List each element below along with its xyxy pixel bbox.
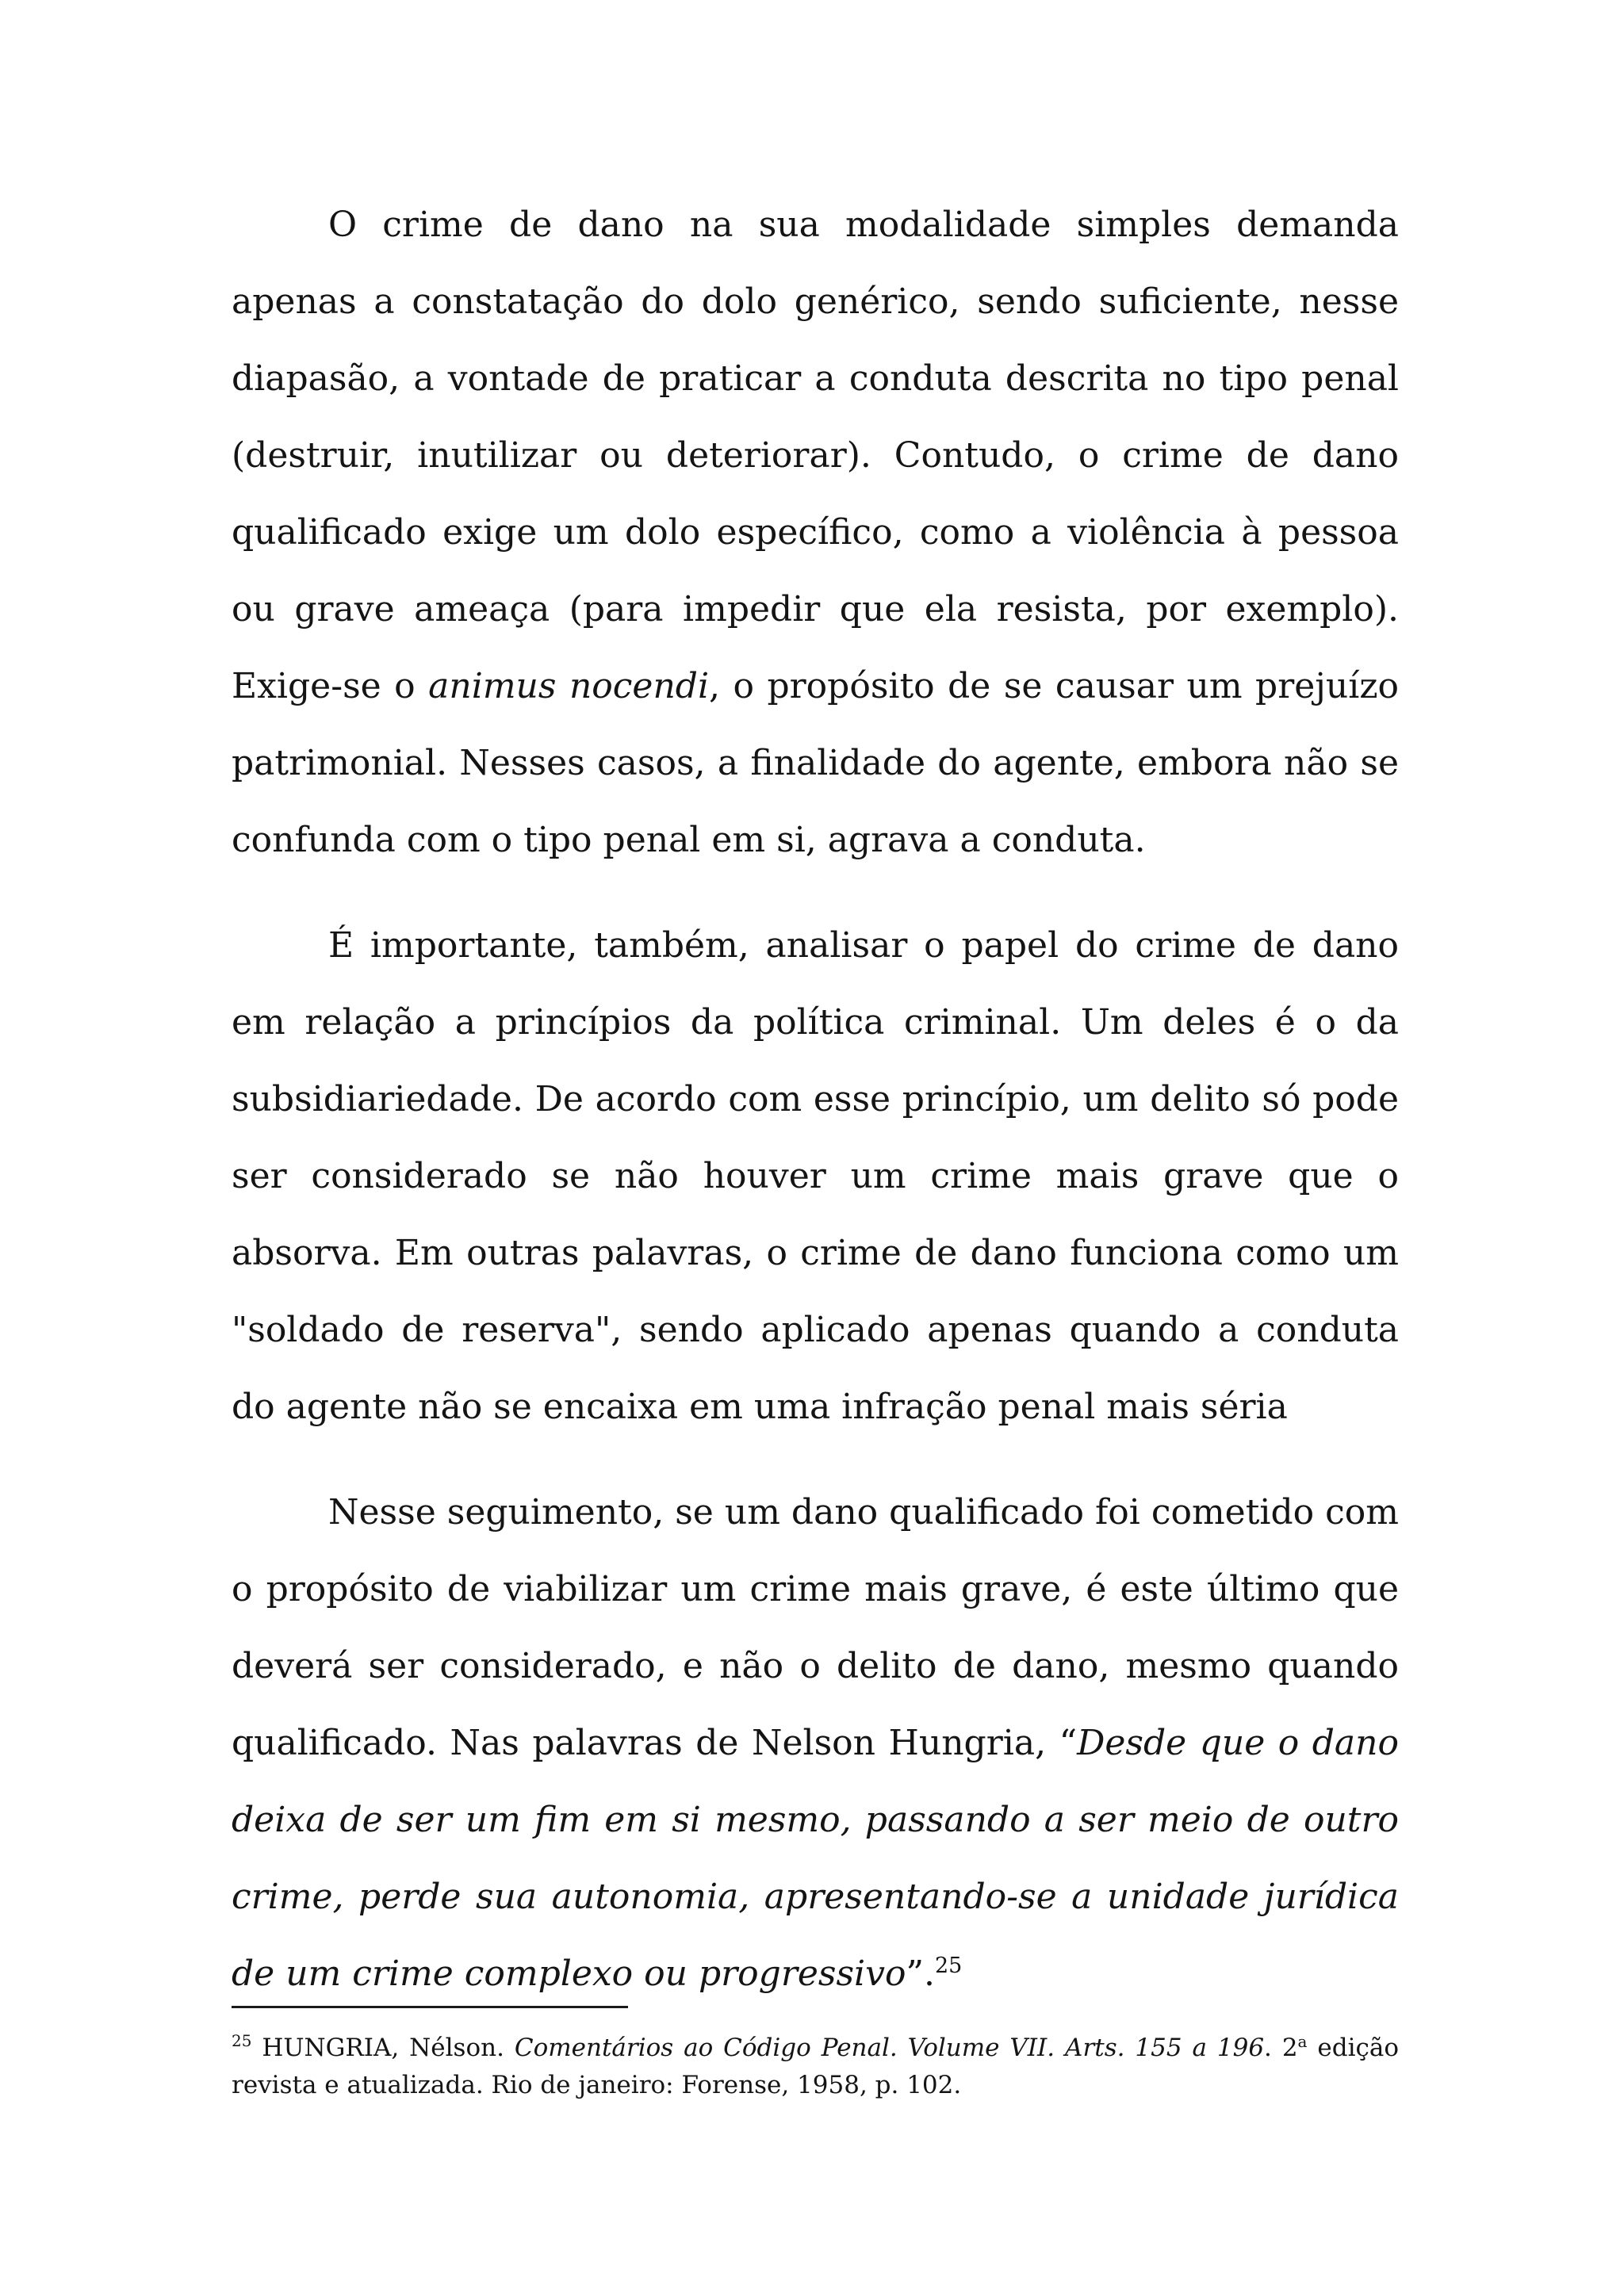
paragraph-1-text-a: O crime de dano na sua modalidade simples demanda apenas a constatação do dolo genérico, sendo suficiente, nesse diapasão, a vontade de praticar a conduta descrita no tipo penal (destruir, inutilizar ou deteriorar). Contudo, o crime de dano qualificado exige um dolo específico, como a violência à pessoa ou grave ameaça (para impedir que ela resista, por exemplo). Exige-se o — [232, 205, 1399, 706]
paragraph-subsidiariedade — [232, 907, 1399, 1445]
footnote-separator — [232, 2006, 628, 2008]
document-body — [232, 186, 1399, 2012]
paragraph-hungria-citation — [232, 1474, 1399, 2012]
footnote-book-title: Comentários ao Código Penal. Volume VII. Arts. 155 a 196 — [514, 2034, 1265, 2062]
footnote-edition-number: . 2 — [1264, 2034, 1298, 2062]
paragraph-dano-simples — [232, 186, 1399, 878]
footnote-ordinal-indicator: a — [1297, 2032, 1308, 2051]
paragraph-2-text: É importante, também, analisar o papel do crime de dano em relação a princípios da política criminal. Um deles é o da subsidiariedade. De acordo com esse princípio, um delito só pode ser considerado se não houver um crime mais grave que o absorva. Em outras palavras, o crime de dano funciona como um "soldado de reserva", sendo aplicado apenas quando a conduta do agente não se encaixa em uma infração penal mais séria — [232, 925, 1399, 1427]
footnote-number: 25 — [232, 2031, 252, 2050]
paragraph-3-text-a: Nesse seguimento, se um dano qualificado foi cometido com o propósito de viabilizar um crime mais grave, é este último que deverá ser considerado, e não o delito de dano, mesmo quando qualificado. Nas palavras de Nelson Hungria, “ — [232, 1492, 1399, 1763]
footnote-reference[interactable]: 25 — [934, 1954, 963, 1978]
paragraph-1-text-b: , o propósito de se causar um prejuízo patrimonial. Nesses casos, a finalidade do agente, embora não se confunda com o tipo penal em si, agrava a conduta. — [232, 666, 1399, 860]
footnote-25 — [232, 2030, 1399, 2104]
latin-term-animus-nocendi: animus nocendi — [428, 666, 710, 706]
footnote-publication-details: edição revista e atualizada. Rio de janeiro: Forense, 1958, p. 102. — [232, 2034, 1400, 2099]
hungria-quote: Desde que o dano deixa de ser um fim em si mesmo, passando a ser meio de outro crime, perde sua autonomia, apresentando-se a unidade jurídica de um crime complexo ou progressivo — [232, 1723, 1399, 1994]
footnote-author: HUNGRIA, Nélson. — [251, 2034, 515, 2062]
paragraph-3-text-b: ”. — [906, 1954, 935, 1994]
